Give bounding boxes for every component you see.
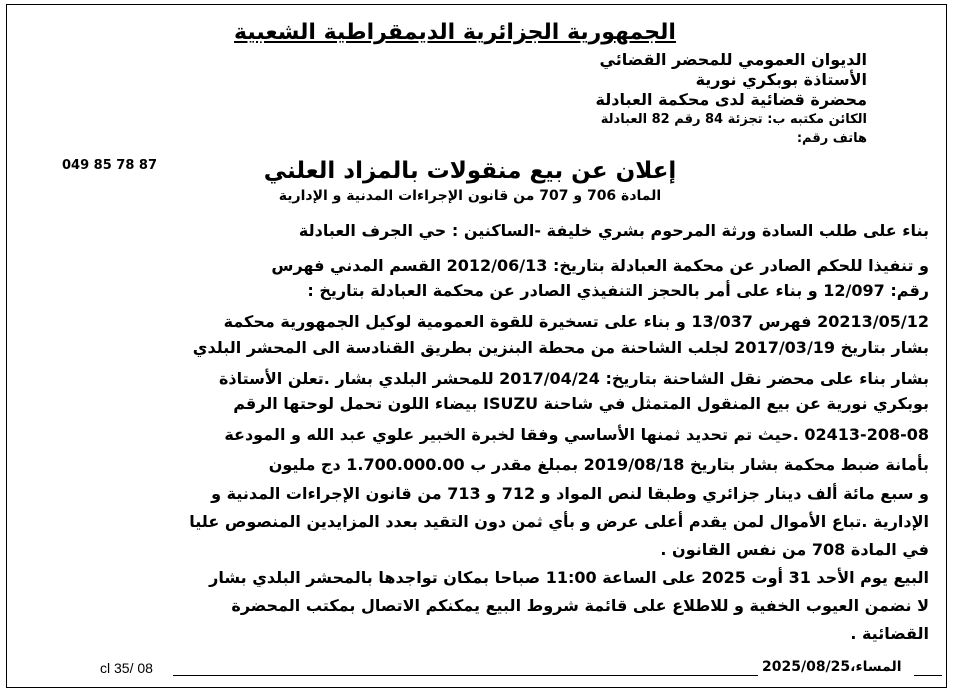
body-line: في المادة 708 من نفس القانون . (660, 540, 929, 559)
body-line: 02413-208-08 .حيث تم تحديد ثمنها الأساسي وفقا لخبرة الخبير علوي عبد الله و المودعة (224, 425, 929, 444)
footer-rule (914, 675, 942, 676)
body-line: بشار بناء على محضر نقل الشاحنة بتاريخ: 2017/04/24 للمحشر البلدي بشار .تعلن الأستاذة (218, 369, 929, 388)
court-name: محضرة قضائية لدى محكمة العبادلة (595, 90, 867, 109)
footer-rule (173, 675, 758, 676)
bailiff-name: الأستاذة بوبكري نورية (695, 70, 867, 89)
body-line: بشار بتاريخ 2017/03/19 لجلب الشاحنة من محطة البنزين بطريق القنادسة الى المحشر البلدي (192, 338, 929, 357)
phone-label: هاتف رقم: (796, 131, 867, 146)
publication-date (762, 659, 902, 675)
office-address: الكائن مكتبه ب: تجزئة 84 رقم 82 العبادلة (600, 112, 867, 127)
body-line: الإدارية .تباع الأموال لمن يقدم أعلى عرض و بأي ثمن دون التقيد بعدد المزايدين المنصوص عليا (189, 512, 929, 531)
body-line: بناء على طلب السادة ورثة المرحوم بشري خليفة -الساكنين : حي الجرف العبادلة (298, 221, 929, 240)
body-line: لا نضمن العيوب الخفية و للاطلاع على قائمة شروط البيع يمكنكم الاتصال بمكتب المحضرة (231, 596, 929, 615)
notice-title: إعلان عن بيع منقولات بالمزاد العلني (263, 158, 677, 184)
phone-number: 049 85 78 87 (62, 158, 157, 173)
republic-heading: الجمهورية الجزائرية الديمقراطية الشعبية (234, 20, 676, 45)
notice-subtitle: المادة 706 و 707 من قانون الإجراءات المدنية و الإدارية (278, 188, 662, 204)
body-line: بأمانة ضبط محكمة بشار بتاريخ 2019/08/18 بمبلغ مقدر ب 1.700.000.00 دج مليون (268, 455, 929, 474)
body-line: البيع يوم الأحد 31 أوت 2025 على الساعة 11:00 صباحا بمكان تواجدها بالمحشر البلدي بشار (209, 568, 929, 587)
body-line: بوبكري نورية عن بيع المنقول المتمثل في شاحنة ISUZU بيضاء اللون تحمل لوحتها الرقم (233, 394, 929, 413)
date-label: المساء، (850, 659, 902, 675)
body-line: رقم: 12/097 و بناء على أمر بالحجز التنفيذي الصادر عن محكمة العبادلة بتاريخ : (307, 281, 929, 300)
body-line: و تنفيذا للحكم الصادر عن محكمة العبادلة بتاريخ: 2012/06/13 القسم المدني فهرس (271, 256, 929, 275)
body-line: و سبع مائة ألف دينار جزائري وطبقا لنص المواد و 712 و 713 من قانون الإجراءات المدنية و (211, 484, 929, 503)
office-name: الديوان العمومي للمحضر القضائي (599, 50, 867, 69)
reference-number: cl 35/ 08 (100, 660, 153, 676)
body-line: القضائية . (850, 624, 929, 643)
body-line: 20213/05/12 فهرس 13/037 و بناء على تسخيرة للقوة العمومية لوكيل الجمهورية محكمة (223, 312, 929, 331)
date-value: 2025/08/25 (762, 659, 851, 675)
